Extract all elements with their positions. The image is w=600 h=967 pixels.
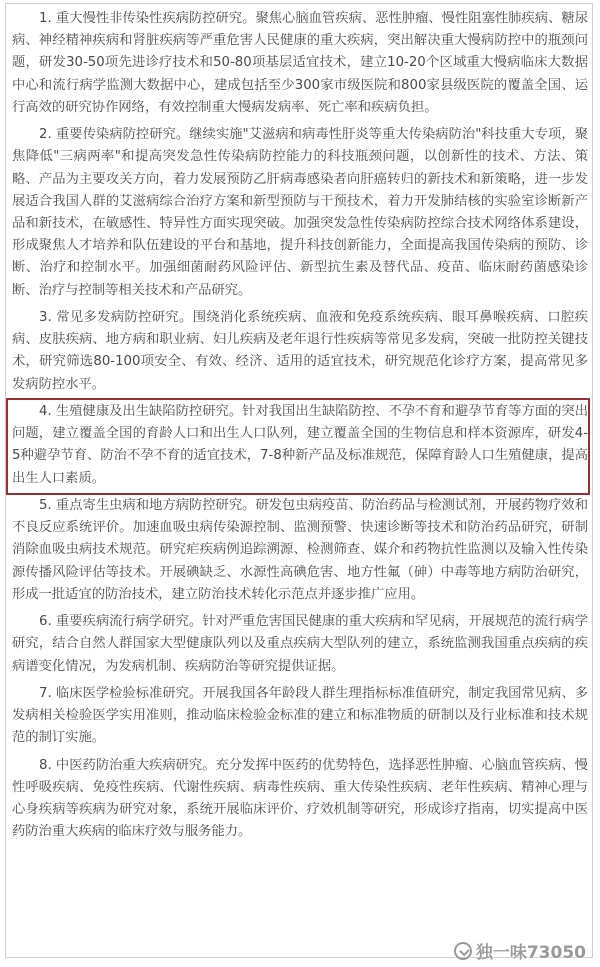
paragraph-epidemiology: 6. 重要疾病流行病学研究。针对严重危害国民健康的重大疾病和罕见病，开展规范的流行病学研究，结合自然人群国家大型健康队列以及重点疾病大型队列的建立，系统监测我国重点疾病的疾病谱变化情况，为发病机制、疾病防治等研究提供证据。 — [12, 614, 588, 674]
watermark — [454, 938, 586, 963]
paragraph-chronic-disease: 1. 重大慢性非传染性疾病防控研究。聚焦心脑血管疾病、恶性肿瘤、慢性阻塞性肺疾病、糖尿病、神经精神疾病和肾脏疾病等严重危害人民健康的重大疾病，突出解决重大慢病防控中的瓶颈问题，研发30-50项先进诊疗技术和50-80项基层适宜技术，建立10-20个区域重大慢病临床大数据中心和流行病学监测大数据中心，建成包括至少300家市级医院和800家县级医院的覆盖全国、运行高效的研究协作网络，有效控制重大慢病发病率、死亡率和疾病负担。 — [12, 11, 588, 115]
paragraph-clinical-testing: 7. 临床医学检验标准研究。开展我国各年龄段人群生理指标标准值研究，制定我国常见病、多发病相关检验医学实用准则，推动临床检验金标准的建立和标准物质的研制以及行业标准和技术规范的制订实施。 — [12, 686, 588, 746]
weibo-style-circle-icon — [454, 942, 472, 960]
paragraph-infectious-disease: 2. 重要传染病防控研究。继续实施"艾滋病和病毒性肝炎等重大传染病防治"科技重大专项，聚焦降低"三病两率"和提高突发急性传染病防控能力的科技瓶颈问题，以创新性的技术、方法、策略、产品为主要攻关方向，着力发展预防乙肝病毒感染者向肝癌转归的新技术和新策略，进一步发展适合我国人群的艾滋病综合治疗方案和新型预防与干预技术，着力开发肺结核的实验室诊断新产品和新技术，在敏感性、特异性方面实现突破。加强突发急性传染病防控综合技术网络体系建设，形成聚焦人才培养和队伍建设的平台和基地，提升科技创新能力，全面提高我国传染病的预防、诊断、治疗和控制水平。加强细菌耐药风险评估、新型抗生素及替代品、疫苗、临床耐药菌感染诊断、治疗与控制等相关技术和产品研究。 — [12, 127, 588, 298]
paragraph-parasitic-disease: 5. 重点寄生虫病和地方病防控研究。研发包虫病疫苗、防治药品与检测试剂，开展药物疗效和不良反应系统评价。加速血吸虫病传染源控制、监测预警、快速诊断等技术和防治药品研究，研制消除血吸虫病技术规范。研究疟疾病例追踪溯源、检测筛查、媒介和药物抗性监测以及输入性传染源传播风险评估等技术。开展碘缺乏、水源性高碘危害、地方性氟（砷）中毒等地方病防治研究，形成一批适宜的防治技术，建立防治技术转化示范点并逐步推广应用。 — [12, 498, 588, 602]
watermark-text: 独一味73050 — [475, 943, 586, 963]
paragraph-tcm: 8. 中医药防治重大疾病研究。充分发挥中医药的优势特色，选择恶性肿瘤、心脑血管疾病、慢性呼吸疾病、免疫性疾病、代谢性疾病、病毒性疾病、重大传染性疾病、老年性疾病、精神心理与心身疾病等疾病为研究对象，系统开展临床评价、疗效机制等研究，形成诊疗指南，切实提高中医药防治重大疾病的临床疗效与服务能力。 — [12, 757, 588, 840]
paragraph-reproductive-health: 4. 生殖健康及出生缺陷防控研究。针对我国出生缺陷防控、不孕不育和避孕节育等方面的突出问题，建立覆盖全国的育龄人口和出生人口队列，建立覆盖全国的生物信息和样本资源库，研发4-5种避孕节育、防治不孕不育的适宜技术，7-8种新产品及标准规范，保障育龄人口生殖健康，提高出生人口素质。 — [12, 404, 588, 486]
highlighted-paragraph-reproductive-health — [12, 401, 588, 490]
paragraph-common-disease: 3. 常见多发病防控研究。围绕消化系统疾病、血液和免疫系统疾病、眼耳鼻喉疾病、口腔疾病、皮肤疾病、地方病和职业病、妇儿疾病及老年退行性疾病等常见多发病，突破一批防控关键技术，研究筛选80-100项安全、有效、经济、适用的适宜技术，研究规范化诊疗方案，提高常见多发病防控水平。 — [12, 310, 588, 392]
document-body — [12, 8, 588, 849]
